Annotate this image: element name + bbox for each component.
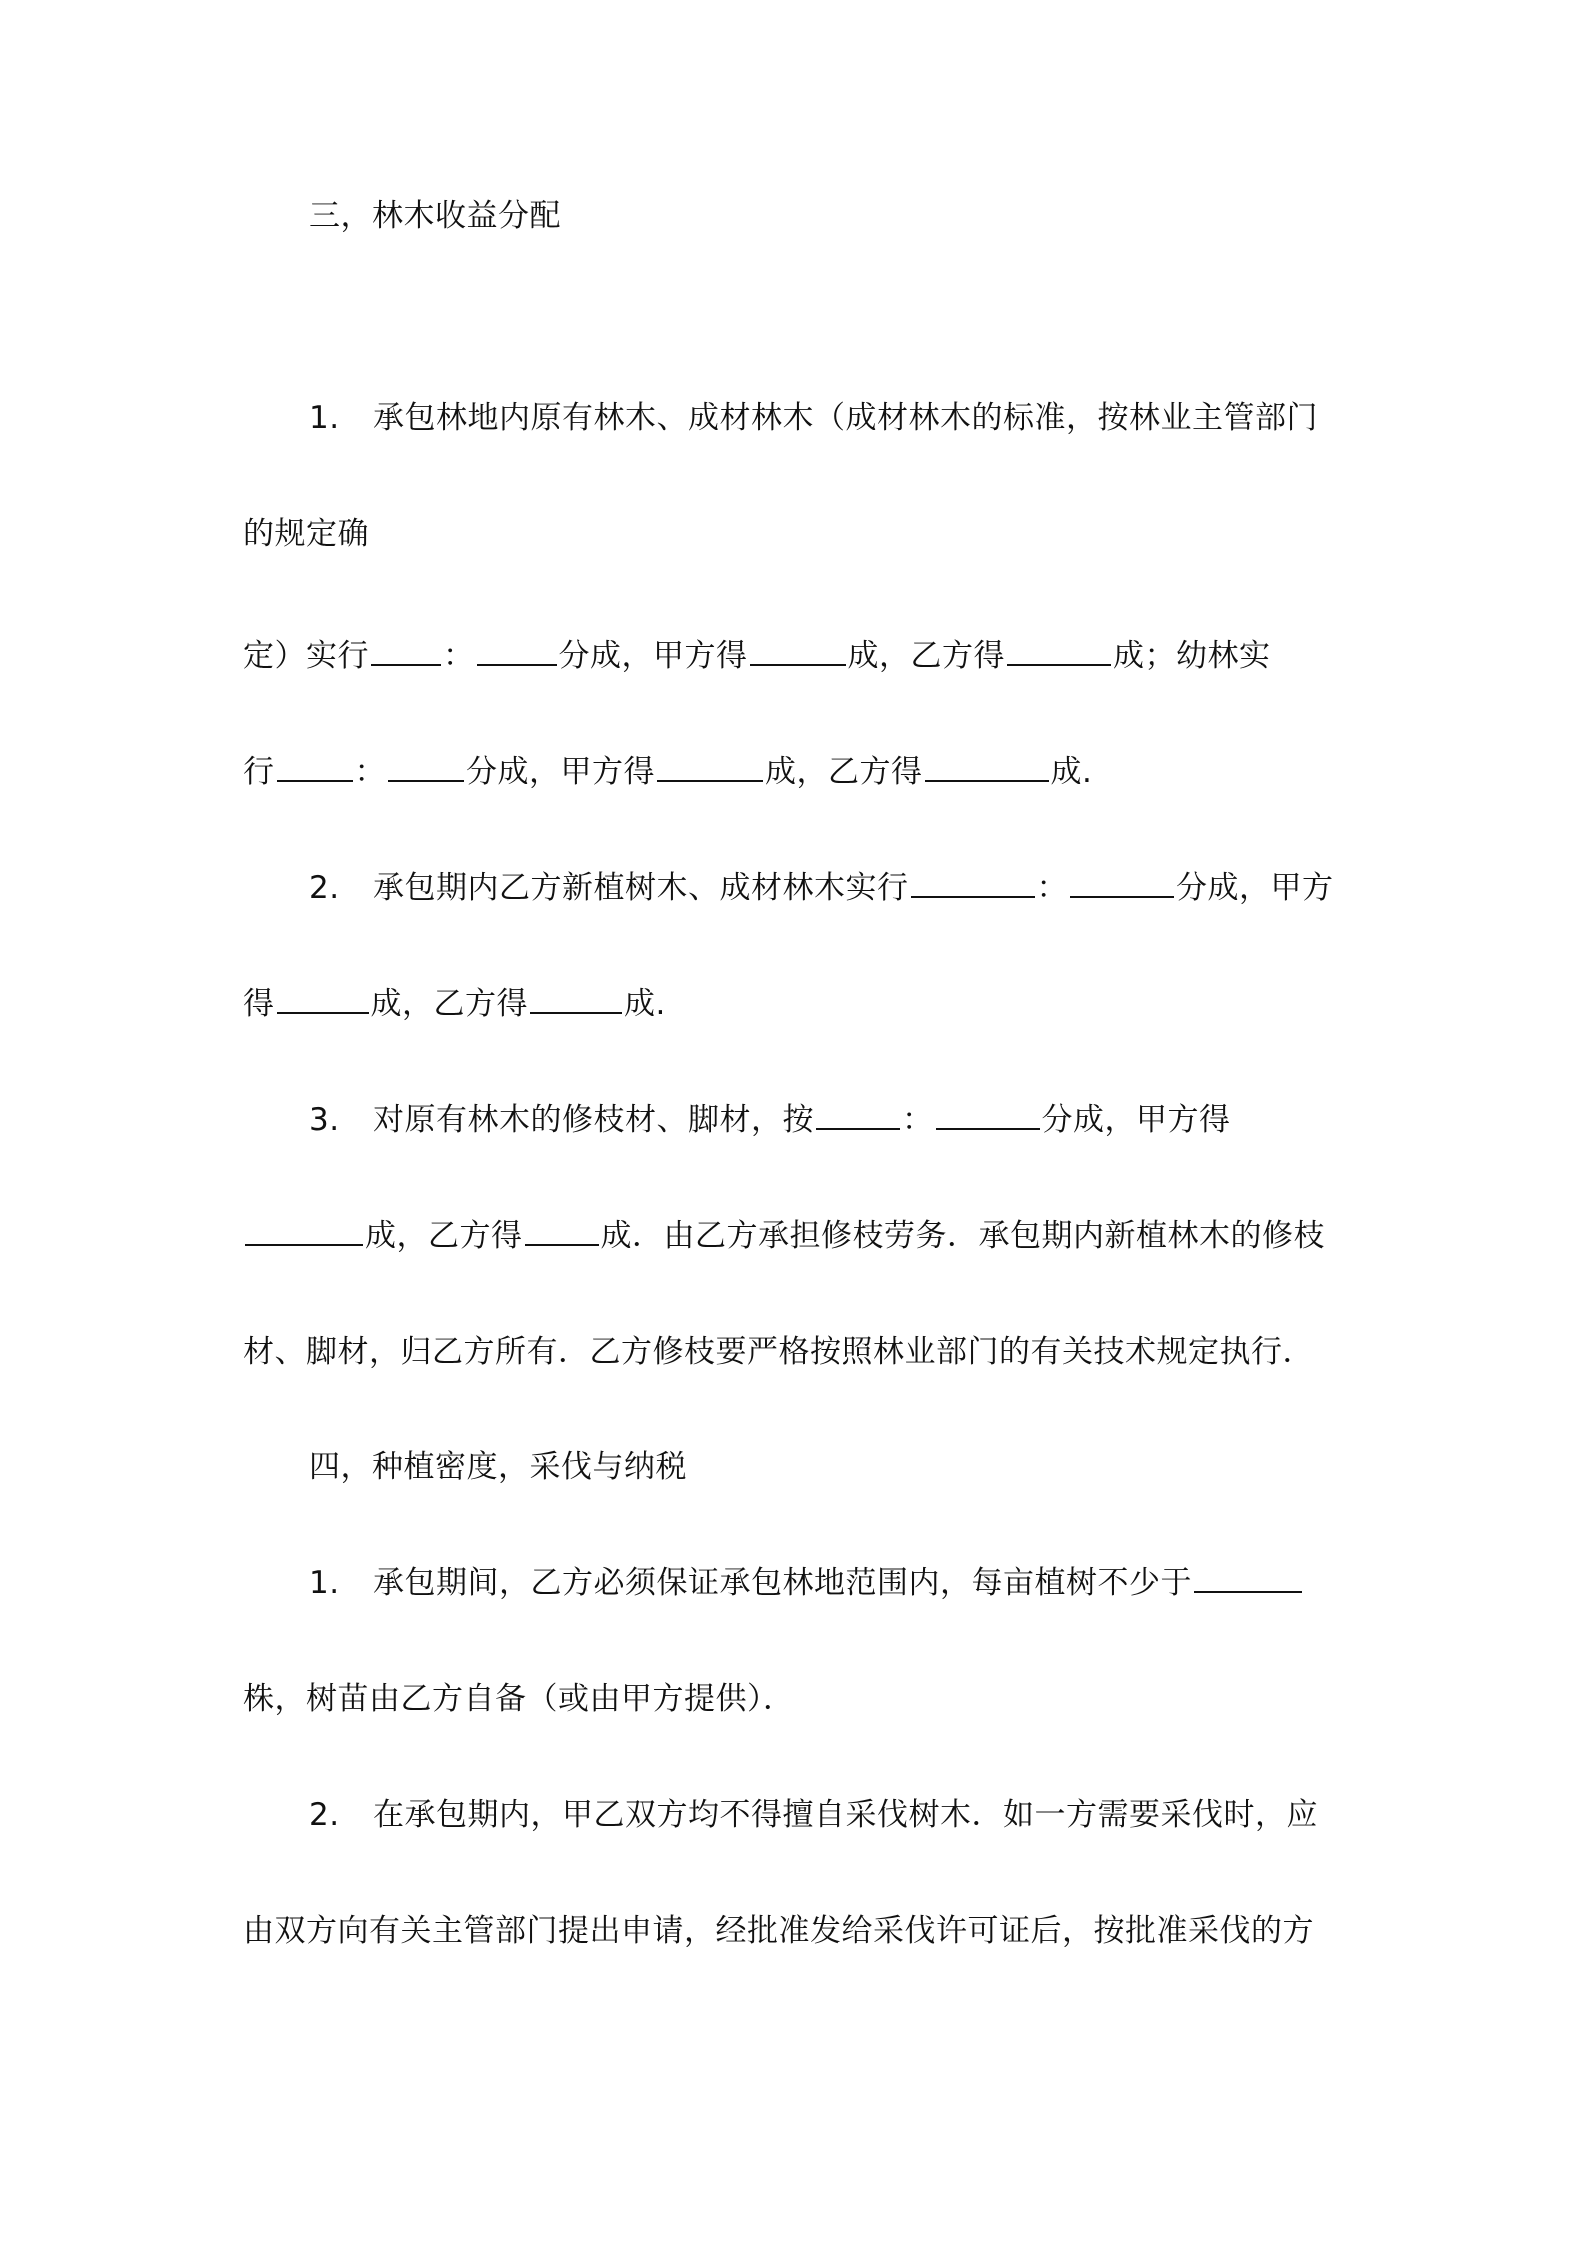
- fill-blank: [388, 752, 464, 782]
- line-text: 分成，甲方得: [466, 754, 655, 790]
- line-text: 株，树苗由乙方自备（或由甲方提供）．: [243, 1681, 795, 1717]
- line-text: 在承包期内，甲乙双方均不得擅自采伐树木．如一方需要采伐时，应: [373, 1797, 1318, 1833]
- line-text: 分成，甲方: [1176, 870, 1334, 906]
- line-text: 成，乙方得: [365, 1218, 523, 1254]
- paragraph-line: [309, 868, 1334, 908]
- line-text: 承包林地内原有林木、成材林木（成材林木的标准，按林业主管部门: [373, 400, 1318, 436]
- section-heading-3-text: 三，林木收益分配: [309, 198, 561, 234]
- line-text: 材、脚材，归乙方所有．乙方修枝要严格按照林业部门的有关技术规定执行．: [243, 1334, 1314, 1370]
- line-text: 成，乙方得: [765, 754, 923, 790]
- fill-blank: [925, 752, 1049, 782]
- section-heading-3: [309, 196, 561, 236]
- line-text: 承包期内乙方新植树木、成材林木实行: [373, 870, 909, 906]
- fill-blank: [245, 1216, 363, 1246]
- line-text: 分成，甲方得: [1041, 1102, 1231, 1138]
- item-number: 2.: [309, 870, 340, 906]
- fill-blank: [1194, 1563, 1302, 1593]
- fill-blank: [657, 752, 763, 782]
- item-number: 2.: [309, 1797, 340, 1833]
- paragraph-line: [243, 514, 369, 554]
- fill-blank: [277, 752, 353, 782]
- line-text: 成，乙方得: [370, 986, 528, 1022]
- section-heading-4: [309, 1447, 687, 1487]
- fill-blank: [911, 868, 1035, 898]
- paragraph-line: [243, 636, 1271, 676]
- line-text: 成．由乙方承担修枝劳务．承包期内新植林木的修枝: [600, 1218, 1325, 1254]
- paragraph-line: [243, 752, 1092, 792]
- fill-blank: [750, 636, 846, 666]
- paragraph-line: [243, 1911, 1314, 1951]
- section-heading-4-text: 四，种植密度，采伐与纳税: [309, 1449, 687, 1485]
- fill-blank: [371, 636, 441, 666]
- line-text: 成，乙方得: [847, 638, 1005, 674]
- paragraph-line: [309, 1795, 1318, 1835]
- paragraph-line: [309, 1563, 1304, 1603]
- fill-blank: [816, 1100, 900, 1130]
- line-text: 得: [243, 986, 275, 1022]
- line-text: 成.: [624, 986, 666, 1022]
- line-text: 对原有林木的修枝材、脚材，按: [373, 1102, 814, 1138]
- item-number: 3.: [309, 1102, 340, 1138]
- item-number: 1.: [309, 1565, 340, 1601]
- fill-blank: [277, 984, 369, 1014]
- paragraph-line: [243, 1216, 1325, 1256]
- fill-blank: [1070, 868, 1174, 898]
- fill-blank: [936, 1100, 1040, 1130]
- item-number: 1.: [309, 400, 340, 436]
- line-text: ：: [902, 1102, 934, 1138]
- fill-blank: [477, 636, 557, 666]
- fill-blank: [530, 984, 622, 1014]
- line-text: 定）实行: [243, 638, 369, 674]
- line-text: 承包期间，乙方必须保证承包林地范围内，每亩植树不少于: [373, 1565, 1192, 1601]
- fill-blank: [1007, 636, 1111, 666]
- line-text: 行: [243, 754, 275, 790]
- paragraph-line: [309, 1100, 1231, 1140]
- fill-blank: [525, 1216, 599, 1246]
- line-text: ：: [443, 638, 475, 674]
- line-text: ：: [354, 754, 386, 790]
- paragraph-line: [243, 1679, 795, 1719]
- line-text: 由双方向有关主管部门提出申请，经批准发给采伐许可证后，按批准采伐的方: [243, 1913, 1314, 1949]
- paragraph-line: [243, 984, 666, 1024]
- line-text: ：: [1036, 870, 1068, 906]
- paragraph-line: [309, 398, 1318, 438]
- line-text: 的规定确: [243, 516, 369, 552]
- paragraph-line: [243, 1332, 1314, 1372]
- line-text: 成；幼林实: [1113, 638, 1271, 674]
- line-text: 成.: [1050, 754, 1093, 790]
- line-text: 分成，甲方得: [558, 638, 748, 674]
